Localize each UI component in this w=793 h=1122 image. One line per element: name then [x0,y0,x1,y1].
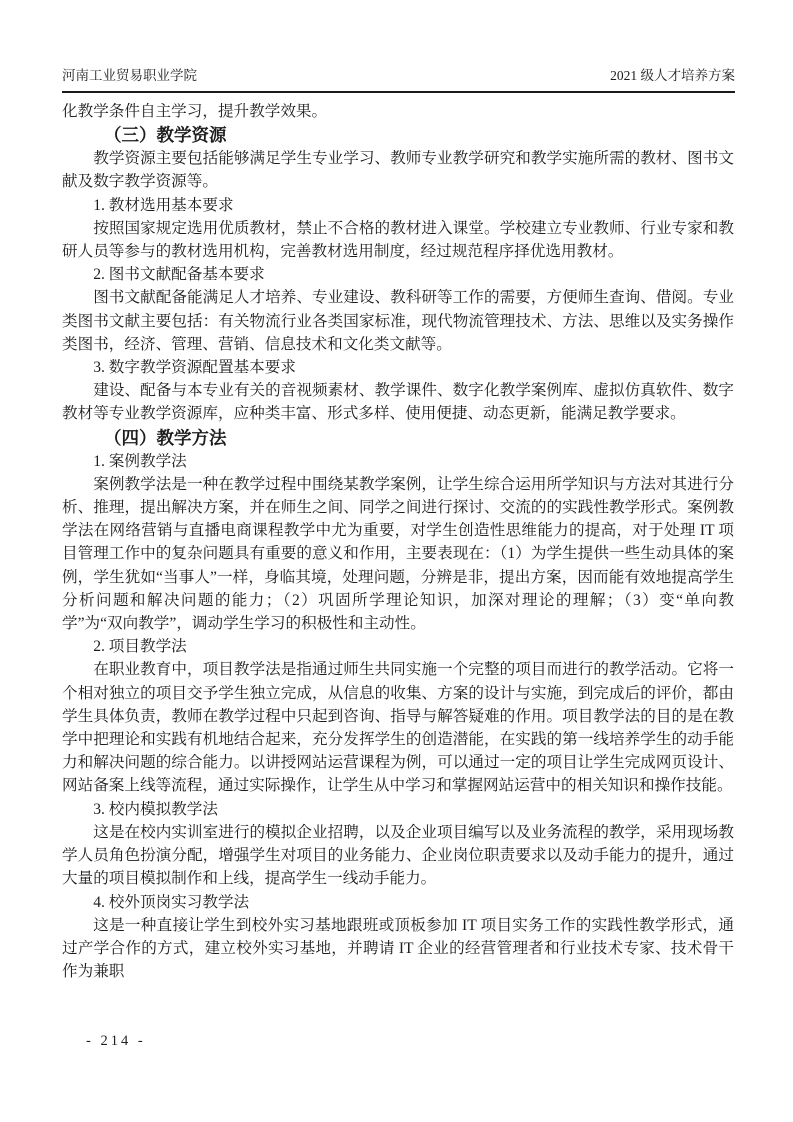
numbered-item-heading: 2. 项目教学法 [93,638,187,656]
numbered-item-heading: 3. 校内模拟教学法 [93,800,218,818]
paragraph: 这是一种直接让学生到校外实习基地跟班或顶板参加 IT 项目实务工作的实践性教学形式，通过产学合作的方式，建立校外实习基地，并聘请 IT 企业的经营管理者和行业技术专家、技术骨干作为兼职 [62,916,734,981]
header-school-name: 河南工业贸易职业学院 [62,68,197,83]
numbered-item-heading: 1. 教材选用基本要求 [93,196,234,214]
paragraph-continuation: 化教学条件自主学习，提升教学效果。 [62,103,328,120]
document-body [62,100,734,983]
paragraph: 案例教学法是一种在教学过程中围绕某教学案例，让学生综合运用所学知识与方法对其进行分析、推理，提出解决方案，并在师生之间、同学之间进行探讨、交流的的实践性教学形式。案例教学法在网络营销与直播电商课程教学中尤为重要，对学生创造性思维能力的提高，对于处理 IT 项目管理工作中的复杂问题具有重要的意义和作用，主要表现在：（1）为学生提供一些生动具体的案例，学生犹如“当事人”一样，身临其境，处理问题，分辨是非，提出方案，因而能有效地提高学生分析问题和解决问题的能力；（2）巩固所学理论知识，加深对理论的理解；（3）变“单向教学”为“双向教学”，调动学生学习的积极性和主动性。 [62,475,734,633]
section-heading-teaching-resources: （三）教学资源 [104,125,227,146]
numbered-item-heading: 4. 校外顶岗实习教学法 [93,893,250,911]
paragraph: 建设、配备与本专业有关的音视频素材、教学课件、数字化教学案例库、虚拟仿真软件、数字教材等专业教学资源库，应种类丰富、形式多样、使用便捷、动态更新，能满足教学要求。 [62,382,734,423]
numbered-item-heading: 1. 案例教学法 [93,452,187,470]
numbered-item-heading: 2. 图书文献配备基本要求 [93,266,265,284]
paragraph: 图书文献配备能满足人才培养、专业建设、教科研等工作的需要，方便师生查询、借阅。专业类图书文献主要包括：有关物流行业各类国家标准，现代物流管理技术、方法、思维以及实务操作类图书，经济、管理、营销、信息技术和文化类文献等。 [62,289,734,353]
section-heading-teaching-methods: （四）教学方法 [104,427,227,448]
page-number: - 214 - [86,1033,146,1049]
paragraph: 这是在校内实训室进行的模拟企业招聘，以及企业项目编写以及业务流程的教学，采用现场教学人员角色扮演分配，增强学生对项目的业务能力、企业岗位职责要求以及动手能力的提升，通过大量的项目模拟制作和上线，提高学生一线动手能力。 [62,823,734,888]
paragraph: 教学资源主要包括能够满足学生专业学习、教师专业教学研究和教学实施所需的教材、图书文献及数字教学资源等。 [62,150,734,191]
paragraph: 按照国家规定选用优质教材，禁止不合格的教材进入课堂。学校建立专业教师、行业专家和教研人员等参与的教材选用机构，完善教材选用制度，经过规范程序择优选用教材。 [62,219,734,261]
numbered-item-heading: 3. 数字教学资源配置基本要求 [93,359,296,377]
paragraph: 在职业教育中，项目教学法是指通过师生共同实施一个完整的项目而进行的教学活动。它将一个相对独立的项目交予学生独立完成，从信息的收集、方案的设计与实施，到完成后的评价，都由学生具体负责，教师在教学过程中只起到咨询、指导与解答疑难的作用。项目教学法的目的是在教学中把理论和实践有机地结合起来，充分发挥学生的创造潜能，在实践的第一线培养学生的动手能力和解决问题的综合能力。以讲授网站运营课程为例，可以通过一定的项目让学生完成网页设计、网站备案上线等流程，通过实际操作，让学生从中学习和掌握网站运营中的相关知识和操作技能。 [62,661,734,795]
page-header [62,64,735,93]
header-doc-title: 2021 级人才培养方案 [610,68,735,83]
